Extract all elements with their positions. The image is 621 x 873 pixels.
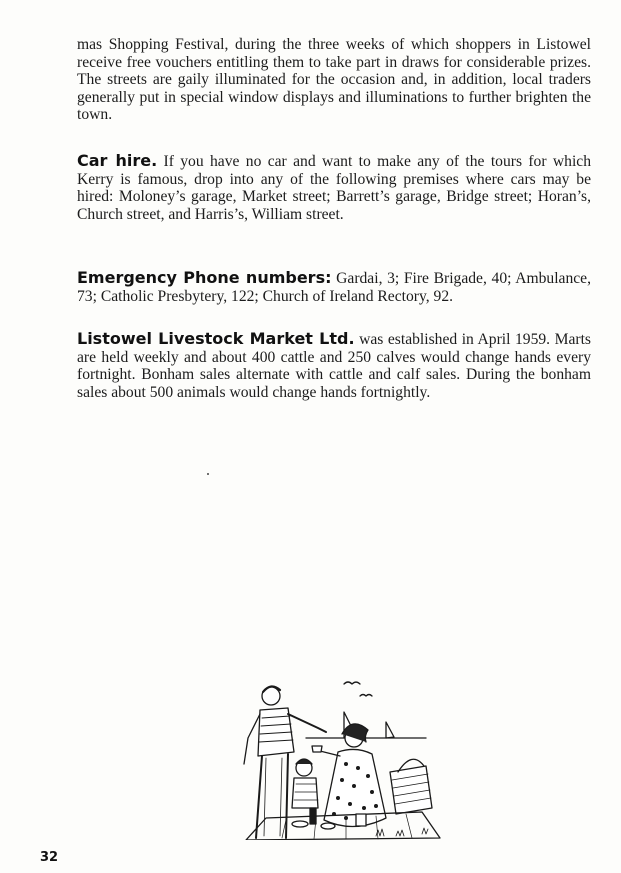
emergency-numbers-text: Gardai, 3; Fire Brigade, 40; Ambulance, 73; Catholic Presbytery, 122; Church of Ireland Rectory, 92. — [77, 270, 591, 305]
car-hire-paragraph — [77, 152, 591, 223]
picnic-scene-illustration — [226, 668, 458, 840]
livestock-market-paragraph — [77, 330, 591, 401]
livestock-market-text: was established in April 1959. Marts are held weekly and about 400 cattle and 250 calves would change hands every fortnight. Bonham sales alternate with cattle and calf sales. During the bonham sales about 500 animals would change hands fortnightly. — [77, 331, 591, 401]
car-hire-heading: Car hire. — [77, 151, 158, 170]
emergency-numbers-heading: Emergency Phone numbers: — [77, 268, 332, 287]
speck-mark — [207, 473, 209, 475]
car-hire-text: If you have no car and want to make any of the tours for which Kerry is famous, drop into any of the following premises where cars may be hired: Moloney’s garage, Market street; Barrett’s garage, Bridge street; Horan’s, Church street, and Harris’s, William street. — [77, 153, 592, 223]
shopping-festival-paragraph — [77, 36, 591, 124]
emergency-numbers-paragraph — [77, 269, 591, 305]
livestock-market-heading: Listowel Livestock Market Ltd. — [77, 329, 355, 348]
shopping-festival-text: mas Shopping Festival, during the three weeks of which shoppers in Listowel receive free vouchers entitling them to take part in draws for considerable prizes. The streets are gaily illuminated for the occasion and, in addition, local traders generally put in special window displays and illuminations to further brighten the town. — [77, 36, 591, 124]
page-number: 32 — [40, 850, 59, 865]
